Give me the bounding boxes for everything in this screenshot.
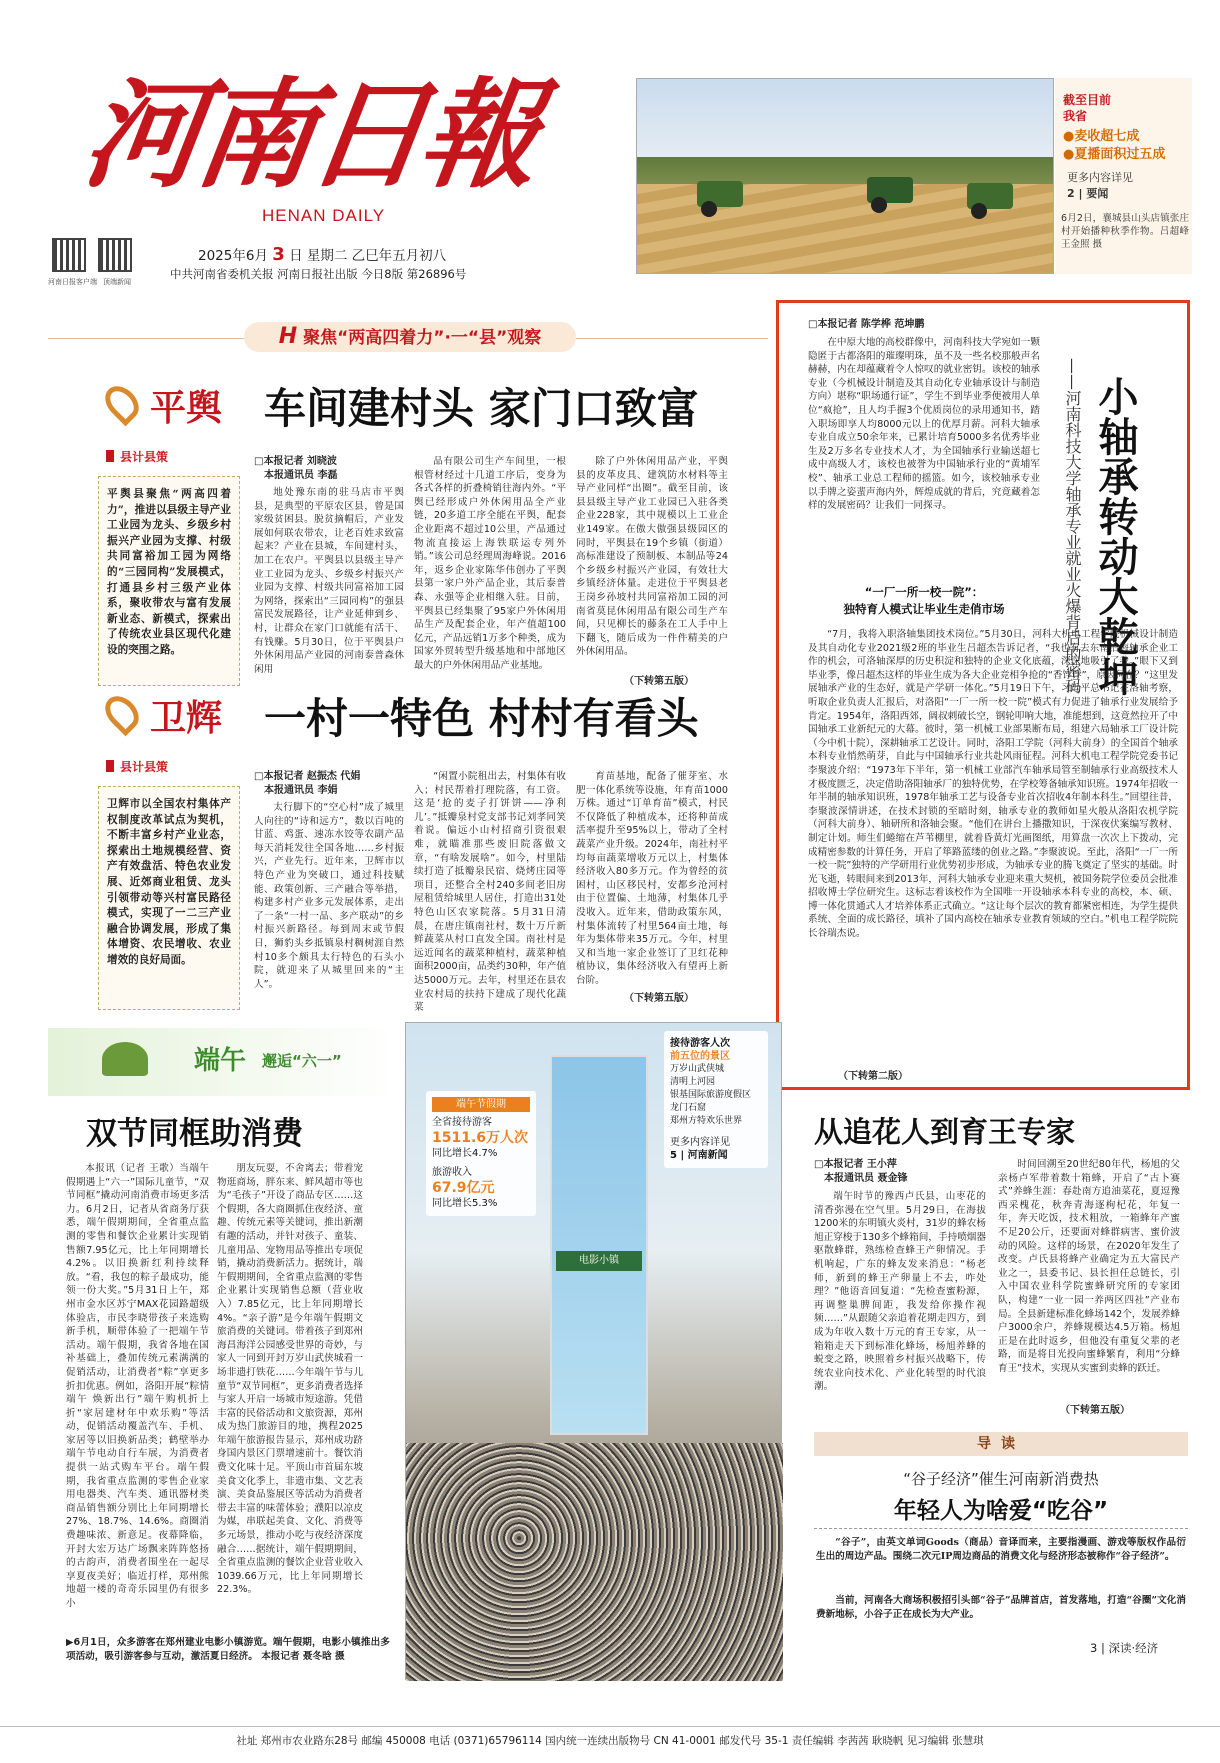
column-tag: 县计县策 [106, 448, 168, 465]
qr-code-icon[interactable] [98, 238, 132, 272]
date-day: 3 [272, 244, 285, 265]
stat-label: 全省接待游客 [432, 1117, 492, 1128]
feature-title[interactable]: 小轴承转动大乾坤 [1092, 376, 1138, 696]
qr-label: 顶端新闻 [103, 278, 131, 286]
byline: □本报记者 王小萍 [814, 1159, 897, 1170]
rank-item: 郑州方特欢乐世界 [670, 1116, 743, 1126]
guide-title[interactable]: 年轻人为啥爱“吃谷” [893, 1498, 1109, 1524]
continued-note[interactable]: （下转第五版） [624, 993, 694, 1004]
banner-big: 端午 [194, 1046, 247, 1076]
guide-head: 导读 [814, 1432, 1188, 1456]
top-news-more: 更多内容详见 [1067, 171, 1133, 184]
stat-number: 67.9亿元 [432, 1180, 495, 1196]
article-column: 时间回溯至20世纪80年代，杨旭的父亲杨卢军带着数十箱蜂，开启了“古卜赛式”养蜂生涯：春赴南方追油菜花，夏逗豫西采槐花，秋奔青海逐枸杞花，年复一年，奔天吃饭，技术粗放，一箱蜂年产蜜不足20公斤，还要面对蜂群病害、蜜价波动的风险。这样的场景，在2020年发生了改变。卢氏县将蜂产业确定为五大富民产业之一，县委书记、县长担任总链长，引入中国农业科学院蜜蜂研究所的专家团队，构建“一业一园一养两区四社”产业布局。全县新建标准化蜂场142个，发展养蜂户3000余户，养蜂规模达4.5万箱。杨旭正是在此时返乡，但他没有重复父辈的老路，而是将目光投向蜜蜂繁育，利用“分蜂育王”技术，实现从实蜜到卖蜂的跃迁。 [998, 1159, 1180, 1374]
date-prefix: 2025年6月 [198, 248, 268, 264]
crowd [406, 1443, 783, 1681]
region-name: 平舆 [150, 388, 223, 429]
continued-note[interactable]: （下转第二版） [838, 1071, 908, 1082]
article-title[interactable]: 一村一特色 村村有看头 [264, 694, 699, 743]
column-tag: 县计县策 [106, 758, 168, 775]
stats-panel [426, 1091, 536, 1216]
stat-number: 1511.6万人次 [432, 1130, 529, 1146]
qr-label: 河南日报客户端 [48, 278, 97, 286]
qr-code-icon[interactable] [52, 238, 86, 272]
article-column: 地处豫东南的驻马店市平舆县，是典型的平原农区县，曾是国家级贫困县。脱贫摘帽后，产业发展如何联农带农，让老百姓求致富起来？产业在县城，车间建村头，加工在农户。平舆县以县级主导产业工业园为龙头、乡级乡村振兴产业园为支撑、村级共同富裕加工园为网络，探索出“三园同构”的强县富民发展路径，让产业延伸到乡、村，让群众在家门口就能有活干、有钱赚。5月30日，位于平舆县户外休闲用品产业园的河南泰普森休闲用 [254, 487, 404, 675]
location-pin-icon [99, 380, 146, 427]
rank-panel [664, 1031, 768, 1168]
byline: 本报通讯员 李磊 [264, 470, 338, 481]
topic-banner [244, 322, 576, 352]
article-title[interactable]: 车间建村头 家门口致富 [264, 384, 699, 433]
rank-item: 万岁山武侠城 [670, 1064, 725, 1074]
top-news-label: 截至目前 [1063, 93, 1112, 107]
dragon-banner [48, 1028, 398, 1096]
location-pin-icon [99, 690, 146, 737]
continued-note[interactable]: （下转第五版） [1060, 1405, 1130, 1416]
feature-body: “7月，我将入职洛轴集团技术岗位。”5月30日，河科大机电工程学院机械设计制造及其自动化专业2021级2班的毕业生吕超杰告诉记者，“我也有去东南沿海轴承企业工作的机会，可洛轴深厚的历史积淀和独特的企业文化底蕴，深深地吸引了我。”眼下又到毕业季，像吕超杰这样的毕业生成为各大企业竞相争抢的“香饽饽”，原因何在？“这里发展轴承产业的生态好，就是产学研一体化。”5月19日下午，习近平总书记在洛轴考察，听取企业负责人汇报后，对洛阳“一厂一所一校一院”模式有力促进了轴承行业发展给予肯定。1954年，洛阳西郊，阔叔刺破长空，钢轮叩响大地，准能想到，这竟然拉开了中国轴承工业新纪元的大幕。彼时，第一机械工业部果断布局，组建六局轴承工厂设计院（今中机十院），深耕轴承工艺设计。同时，洛阳工学院（河科大前身）的全国首个轴承本科专业悄然萌芽，自此与中国轴承行业共赴风雨征程。河科大机电工程学院党委书记李聚波介绍：“1973年下半年，第一机械工业部汽车轴承局管至制轴承行业高级技术人才极度匮乏，决定借助洛阳轴承厂的独特优势，在学校筹备轴承知识班。1974年招收一年半制的轴承知识班，1978年轴承工艺与设备专业首次招收4年制本科生。”回望往昔，李聚波深情讲述，在技术封锁的至暗时刻，轴承专业的教师如星火般从洛阳农机学院（河科大前身）、轴研所和洛轴会聚。“他们在讲台上播撒知识，于深夜伏案编写教材、制定计划。师生们蜷缩在芦苇棚里，就着昏黄灯光画图纸，用算盘一次次上下拨动，完成精密参数的计算任务，开启了筚路蓝缕的创业之路。”李聚波说。至此，洛阳“一厂一所一校一院”独特的产学研用行业优势初步形成，为轴承专业的腾飞奠定了坚实的基础。时光飞逝，转眼间来到2013年，河科大轴承专业迎来重大契机，被国务院学位委员会批准招收博士学位研究生。这标志着该校作为全国唯一开设轴承本科专业的高校，本、硕、博一体化贯通式人才培养体系正式确立。“这让每个层次的教育都紧密相连，为学生提供系统、全面的成长路径，填补了国内高校在轴承专业教育领域的空白。”机电工程学院院长谷瑞杰说。 [808, 629, 1178, 940]
guide-page[interactable]: 3 | 深读·经济 [1090, 1641, 1159, 1655]
zongzi-icon [102, 1042, 148, 1076]
publisher-line: 中共河南省委机关报 河南日报社出版 今日8版 第26896号 [170, 267, 467, 281]
footer: 社址 郑州市农业路东28号 邮编 450008 电话 (0371)65796114 国内统一连续出版物号 CN 41-0001 邮发代号 35-1 责任编辑 李茜茜 耿晓帆 见习编辑 张慧琪 [0, 1726, 1220, 1748]
summary-box: 卫辉市以全国农村集体产权制度改革试点为契机，不断丰富乡村产业业态，探索出土地规模经营、资产有效盘活、特色农业发展、近郊商业租赁、龙头引领带动等兴村富民路径模式，实现了一二三产业融合协调发展，形成了集体增资、农民增收、农业增效的良好局面。 [98, 786, 240, 1010]
film-town-photo [405, 1022, 782, 1680]
rank-text: 前五位的景区 [670, 1051, 730, 1062]
rank-item: 银基国际旅游度假区 [670, 1090, 752, 1100]
divider [814, 1528, 1188, 1529]
tower-building [550, 1055, 648, 1435]
guide-body: 当前，河南各大商场积极招引头部“谷子”品牌首店，首发落地，打造“谷圈”文化消费新地标，小谷子正在成长为大产业。 [816, 1595, 1186, 1620]
section-head: 独特育人模式让毕业生走俏市场 [843, 602, 1005, 616]
guide-kicker[interactable]: “谷子经济”催生河南新消费热 [903, 1470, 1099, 1488]
byline: □本报记者 赵振杰 代娟 [254, 771, 361, 782]
stats-head: 端午节假期 [432, 1097, 530, 1112]
section-head: “一厂一所一校一院”： [864, 585, 984, 599]
masthead-title: 河南日報 [75, 65, 543, 204]
photo-caption: ▶6月1日，众多游客在郑州建业电影小镇游览。端午假期，电影小镇推出多项活动，吸引游客参与互动，激活夏日经济。 本报记者 聂冬晗 摄 [66, 1637, 390, 1662]
continued-note[interactable]: （下转第五版） [624, 676, 694, 687]
top-news-page[interactable]: 2 | 要闻 [1067, 187, 1109, 200]
article-column: 除了户外休闲用品产业，平舆县的皮革皮具、建筑防水材料等主导产业同样“出圈”。截至目前，该县县级主导产业工业园已入驻各类企业228家，其中规模以上工业企业149家。在傲大傲强县级园区的同时，平舆县在19个乡镇（街道）高标准建设了预制板、本制品等24个乡级乡村振兴产业园，有效壮大乡镇经济体量。走进位于平舆县老王岗乡孙坡村共同富裕加工园的河南省莫昆休闲用品有限公司生产车间，只见柳长的藤条在工人手中上下翻飞，随后成为一件件精美的户外休闲用品。 [576, 456, 728, 658]
rank-item: 龙门石窟 [670, 1103, 707, 1113]
harvest-photo [636, 78, 1054, 274]
article-column: 端午时节的豫西卢氏县，山枣花的清香弥漫在空气里。5月29日，在海拔1200米的东明镇火炎村，31岁的蜂农杨旭正穿梭于130多个蜂箱间，手持喷烟器驱散蜂群，熟练检查蜂王产卵情况。手机响起，广东的蜂友发来消息：“杨老师，新到的蜂王产卵量上不去，咋处理？”他语音回复道：“先检查蜜粉源，再调整巢脾间距，我发给你操作视频……”从跟随父亲追着花期走四方，到成为年收入数十万元的育王专家，从一箱箱走天下到标准化蜂场，杨旭养蜂的蜕变之路，映照着乡村振兴战略下，传统农业向技术化、产业化转型的时代浪潮。 [814, 1191, 986, 1393]
top-news-bullet[interactable]: ●麦收超七成 [1063, 129, 1140, 144]
more-label: 更多内容详见 [670, 1137, 730, 1148]
rank-item: 清明上河园 [670, 1077, 716, 1087]
stat-sub: 同比增长5.3% [432, 1198, 498, 1209]
guide-body: “谷子”，由英文单词Goods（商品）音译而来，主要指漫画、游戏等版权作品衍生出的周边产品。围绕二次元IP周边商品的消费文化与经济形态被称作“谷子经济”。 [816, 1537, 1186, 1562]
article-column: 本报讯（记者 王歌）当端午假期遇上“六一”国际儿童节，“双节同框”撬动河南消费市场更多活力。6月2日，记者从省商务厅获悉，端午假期期间，全省重点监测的零售和餐饮企业累计实现销售额7.95亿元，比上年同期增长4.2%。以旧换新红利持续释放。“看，我包的粽子最成功，能领一份大奖。”5月31日上午，郑州市金水区苏宁MAX花园路超级体验店，市民李晓带孩子来选购新手机，顺带体验了一把端午节活动。端午假期，我省各地在国补基础上，叠加传统元素满满的促销活动，让消费者“粽”享更多折扣优惠。例如，洛阳开展“粽情端午 焕新出行”端午购机折上折“家居建材年中欢乐购”等活动，促销活动覆盖汽车、手机、家居等以旧换新品类；鹤壁举办端午节电动自行车展，为消费者提供一站式购车平台。端午假期，我省重点监测的零售企业家用电器类、汽车类、通讯器材类商品销售额分别比上年同期增长27%、18.7%、14.6%。商圈消费趣味浓、新意足。夜幕降临，开封大宏万达广场飘来阵阵悠扬的古韵声，消费者围坐在一起尽享夏夜美好；临近打样，郑州熊地超一楼的奇奇乐园里仍有很多小 [66, 1163, 209, 1609]
article-column: 朋友玩耍，不舍离去；带着宠物逛商场，胖东来、鲜风超市等也为“毛孩子”开设了商品专区……这个假期，各大商圈抓住夜经济、童趣、传统元素等关键词，推出新潮有趣的活动，并针对孩子、童装、儿童用品、宠物用品等推出专项促销，撬动消费新活力。据统计，端午假期期间，全省重点监测的零售企业累计实现销售总额（营业收入）7.85亿元，比上年同期增长4%。“亲子游”是今年端午假期文旅消费的关键词。带着孩子到郑州海昌海洋公园感受世界的奇妙，与家人一同到开封万岁山武侠城看一场非遗打铁花……今年端午节与儿童节“双节同框”，更多消费者选择与家人开启一场城市短途游。凭借丰富的民俗活动和文旅资源，郑州成为热门旅游目的地，携程2025年端午旅游报告显示，郑州成功跻身国内景区门票增速前十。餐饮消费文化味十足。平顶山市首届东坡美食文化季上，非遗市集、文艺表演、美食品鉴展区等活动为消费者带去丰富的味蕾体验；濮阳以凉皮为媒，串联起美食、文化、消费等多元场景，推动小吃与夜经济深度融合……据统计，端午假期期间，全省重点监测的餐饮企业营业收入1039.66万元，比上年同期增长22.3%。 [217, 1163, 363, 1596]
feature-body: 在中原大地的高校群像中，河南科技大学宛如一颗隐匿于古都洛阳的璀璨明珠，虽不及一些名校那般声名赫赫，内在却蕴藏着令人惊叹的就业密钥。该校的轴承专业（今机械设计制造及其自动化专业轴承设计与制造方向）堪称“职场通行证”，学生不到毕业季便被用人单位“疯抢”，且人均手握3个优质岗位的录用通知书，踏入职场即享人均8000元以上的优厚月薪。河科大轴承专业自成立50余年来，已累计培育5000多名优秀毕业生及2万多名专业技术人才，为全国轴承行业输送超七成中高级人才，该校也被誉为中国轴承行业的“黄埔军校”、轴承工业总工程师的摇篮。如今，该校轴承专业以手牌之姿蜚声海内外，辉煌成就的背后，究竟藏着怎样的发展密码？让我们一同探寻。 [808, 337, 1040, 512]
article-title[interactable]: 双节同框助消费 [86, 1116, 303, 1152]
top-news-label: 我省 [1063, 109, 1088, 123]
article-title[interactable]: 从追花人到育王专家 [814, 1115, 1076, 1149]
rank-label: 接待游客人次 [670, 1038, 730, 1049]
article-column: 太行脚下的“空心村”成了城里人向往的“诗和远方”，数以百吨的甘蓝、鸡蛋、速冻水饺等农副产品每天消耗发往全国各地……乡村振兴，产业先行。近年来，卫辉市以特色产业为突破口，通过科技赋能、政策创新、三产融合等举措，构建多村产业多元发展体系，走出了一条“一村一品、多产联动”的乡村振兴新路径。每到周末或节假日，狮豹头乡抵镇泉村稠树涯自然村10多个颇具太行特色的石头小院，就迎来了从城里回来的“主人”。 [254, 802, 404, 990]
top-news-bullet[interactable]: ●夏播面积过五成 [1063, 147, 1166, 162]
article-column: 育苗基地，配备了催芽室、水肥一体化系统等设施，年育苗1000万株。通过“订单育苗”模式，村民不仅降低了种植成本，还将种苗成活率提升至95%以上，带动了全村蔬菜产业升级。2024年，南社村平均每亩蔬菜增收万元以上，村集体经济收入80多万元。作为曾经的贫困村，山区移民村，安都乡沧河村由于位置偏、土地薄，村集体几乎没收入。近年来，借助政策东风，村集体流转了村里564亩土地，每年为集体带来35万元。今年，村里又和当地一家企业签订了卫红花种植协议，集体经济收入有望再上新台阶。 [576, 771, 728, 986]
byline: □本报记者 陈学桦 范坤鹏 [808, 319, 925, 330]
date-suffix: 日 星期二 乙巳年五月初八 [289, 248, 447, 264]
more-page[interactable]: 5 | 河南新闻 [670, 1150, 728, 1161]
town-sign: 电影小镇 [556, 1251, 642, 1271]
stat-label: 旅游收入 [432, 1167, 472, 1178]
feature-subtitle: ——河南科技大学轴承专业就业火爆背后的密码 [1063, 358, 1082, 694]
photo-caption: 6月2日，襄城县山头店镇张庄村开始播种秋季作物。吕超峰 王金照 摄 [1061, 213, 1189, 250]
summary-box: 平舆县聚焦“两高四着力”，推进以县级主导产业工业园为龙头、乡级乡村振兴产业园为支撑、村级共同富裕加工园为网络的“三园同构”发展模式，打通县乡村三级产业体系，聚收带农与富有发展新业态、新模式，探索出了传统农业县区现代化建设的突围之路。 [98, 476, 240, 686]
byline: 本报通讯员 李娟 [264, 785, 338, 796]
masthead-english: HENAN DAILY [262, 206, 386, 225]
topic-text: 聚焦“两高四着力”·一“县”观察 [303, 328, 542, 348]
banner-small: 邂逅“六一” [262, 1052, 342, 1070]
article-column: “闲置小院租出去，村集体有收入；村民帮着打理院落，有工资。这是‘抢的麦子打饼饼——净利儿’。”抵瓣泉村党支部书记刘孝同笑着说。偏远小山村招商引资很艰难，就瞄准那些废旧院落做文章，“有啥发展啥”。如今，村里陆续打造了抵瓣泉民宿、烧烤庄园等项目，还整合全村240多间老旧房屋租赁给城里人居住，打造出31处特色山区农家院落。5月31日清晨，在唐庄镇南社村，数十万斤新鲜蔬菜从村口直发全国。南社村是远近闻名的蔬菜种植村，蔬菜种植面积2000亩，品类约30种，年产值达5000万元。去年，村里还在县农业农村局的扶持下建成了现代化蔬菜 [414, 771, 566, 1014]
region-name: 卫辉 [150, 698, 223, 739]
top-news-box [1055, 78, 1192, 274]
byline: □本报记者 刘晓波 [254, 456, 337, 467]
dateline [198, 244, 446, 265]
stat-sub: 同比增长4.7% [432, 1148, 498, 1159]
topic-letter: H [278, 324, 298, 349]
byline: 本报通讯员 聂金锋 [824, 1173, 908, 1184]
article-column: 品有限公司生产车间里，一根根管材经过十几道工序后，变身为各式各样的折叠椅销往海内外。“平舆已经形成户外休闲用品全产业链，20多道工序全能在平舆，配套企业距离不超过10公里，产品通过物流直接运上海铁联运专列外销。”该公司总经理周海峰说。2016年，返乡企业家陈华伟创办了平舆县第一家户外产品企业，其后泰普森、永强等企业相继入驻。目前，平舆县已经集聚了95家户外休闲用品生产及配套企业，年产值超100亿元，产品远销1万多个种类，成为国家外贸转型升级基地和中部地区最大的户外休闲用品产业基地。 [414, 456, 566, 671]
